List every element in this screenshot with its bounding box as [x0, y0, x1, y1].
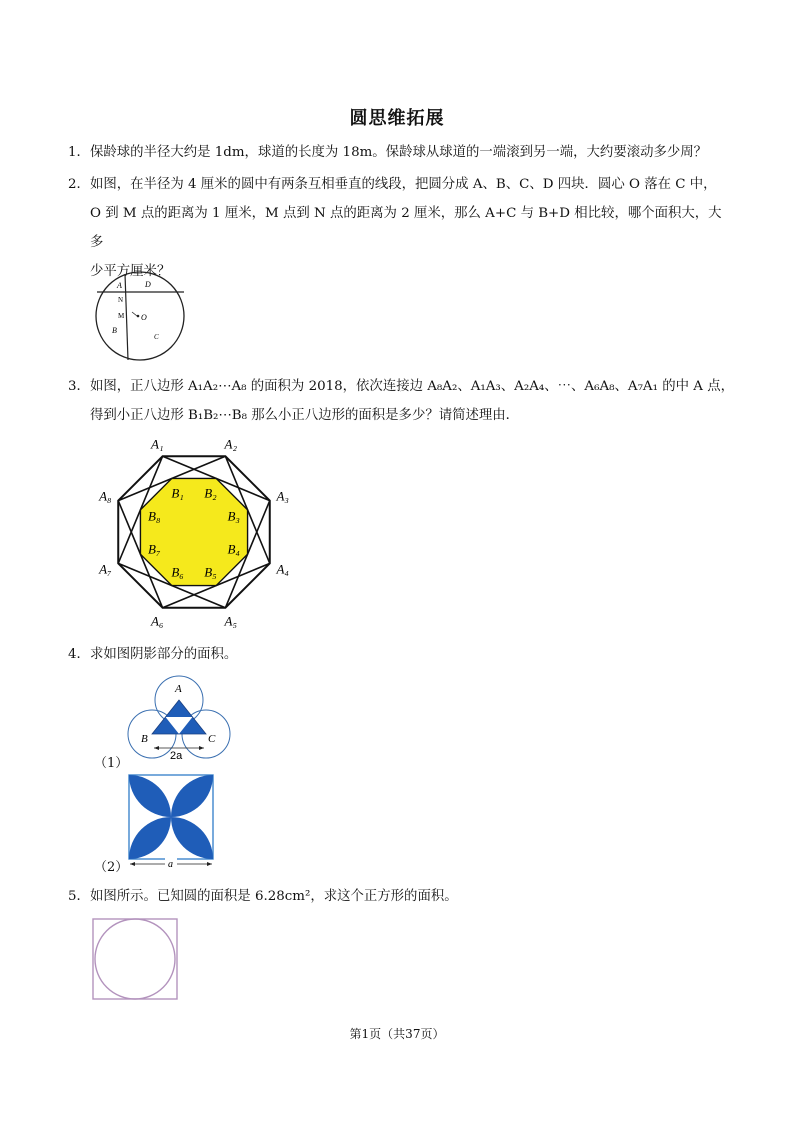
- label-length: a: [168, 859, 173, 870]
- question-text: 保龄球的半径大约是 1dm，球道的长度为 18m。保龄球从球道的一端滚到另一端，大约要滚动多少周？: [90, 145, 708, 160]
- label-n: N: [118, 296, 124, 304]
- question-2: [68, 170, 734, 286]
- inner-vertex-label: B₇: [148, 541, 161, 557]
- question-number: 1．: [68, 145, 90, 160]
- inner-octagon: [140, 478, 247, 585]
- inner-vertex-label: B₄: [227, 541, 240, 557]
- label-c: C: [154, 333, 159, 341]
- outer-vertex-label: A₆: [151, 613, 164, 629]
- question-number: 2．: [68, 177, 90, 192]
- label-m: M: [118, 312, 125, 320]
- question-text: 如图所示。已知圆的面积是 6.28cm²，求这个正方形的面积。: [90, 889, 458, 904]
- inner-vertex-label: B₂: [204, 485, 217, 501]
- label-length: 2a: [170, 750, 183, 762]
- inner-vertex-label: B₃: [227, 508, 240, 524]
- outer-vertex-label: A₃: [276, 488, 289, 504]
- label-b: B: [141, 733, 148, 745]
- inner-vertex-label: B₁: [171, 485, 184, 501]
- question-number: 5．: [68, 889, 90, 904]
- square-petals-figure: [126, 772, 216, 870]
- outer-vertex-label: A₂: [224, 436, 237, 452]
- question-number: 4．: [68, 647, 90, 662]
- inner-vertex-label: B₅: [204, 564, 217, 580]
- subfigure-label-1: （1）: [94, 756, 129, 771]
- label-d: D: [145, 280, 151, 289]
- label-a: A: [175, 683, 182, 695]
- subfigure-label-2: （2）: [94, 860, 129, 875]
- outer-vertex-label: A₅: [224, 613, 237, 629]
- three-circles-figure: [124, 668, 234, 762]
- question-text-line3: 少平方厘米？: [90, 264, 171, 279]
- label-b: B: [112, 326, 117, 335]
- page-footer: 第1页（共37页）: [349, 1027, 445, 1041]
- inner-vertex-label: B₆: [171, 564, 184, 580]
- outer-vertex-label: A₄: [276, 561, 289, 577]
- label-a: A: [117, 281, 122, 290]
- outer-vertex-label: A₈: [99, 488, 112, 504]
- label-o: O: [141, 313, 147, 322]
- question-text-line1: 如图，在半径为 4 厘米的圆中有两条互相垂直的线段，把圆分成 A、B、C、D 四块．圆心 O 落在 C 中，: [90, 177, 717, 192]
- question-text-line2: 得到小正八边形 B₁B₂⋯B₈ 那么小正八边形的面积是多少？请简述理由．: [90, 408, 520, 423]
- question-number: 3．: [68, 379, 90, 394]
- inner-vertex-label: B₈: [148, 508, 161, 524]
- octagon-figure: [88, 432, 300, 632]
- question-1: [68, 138, 734, 167]
- label-c: C: [208, 733, 216, 745]
- question-text-line2: O 到 M 点的距离为 1 厘米，M 点到 N 点的距离为 2 厘米，那么 A+C 与 B+D 相比较，哪个面积大，大多: [90, 206, 722, 250]
- question-text-line1: 如图，正八边形 A₁A₂⋯A₈ 的面积为 2018，依次连接边 A₈A₂、A₁A₃、A₂A₄、⋯、A₆A₈、A₇A₁ 的中 A 点，: [90, 379, 734, 394]
- outer-vertex-label: A₇: [99, 561, 112, 577]
- inscribed-circle-figure: [90, 916, 180, 1002]
- question-3: [68, 372, 734, 430]
- circle-segments-figure: [90, 270, 190, 364]
- question-5: [68, 882, 734, 911]
- outer-vertex-label: A₁: [151, 436, 164, 452]
- question-text: 求如图阴影部分的面积。: [90, 647, 238, 662]
- question-4: [68, 640, 734, 669]
- page-title: 圆思维拓展: [349, 108, 445, 129]
